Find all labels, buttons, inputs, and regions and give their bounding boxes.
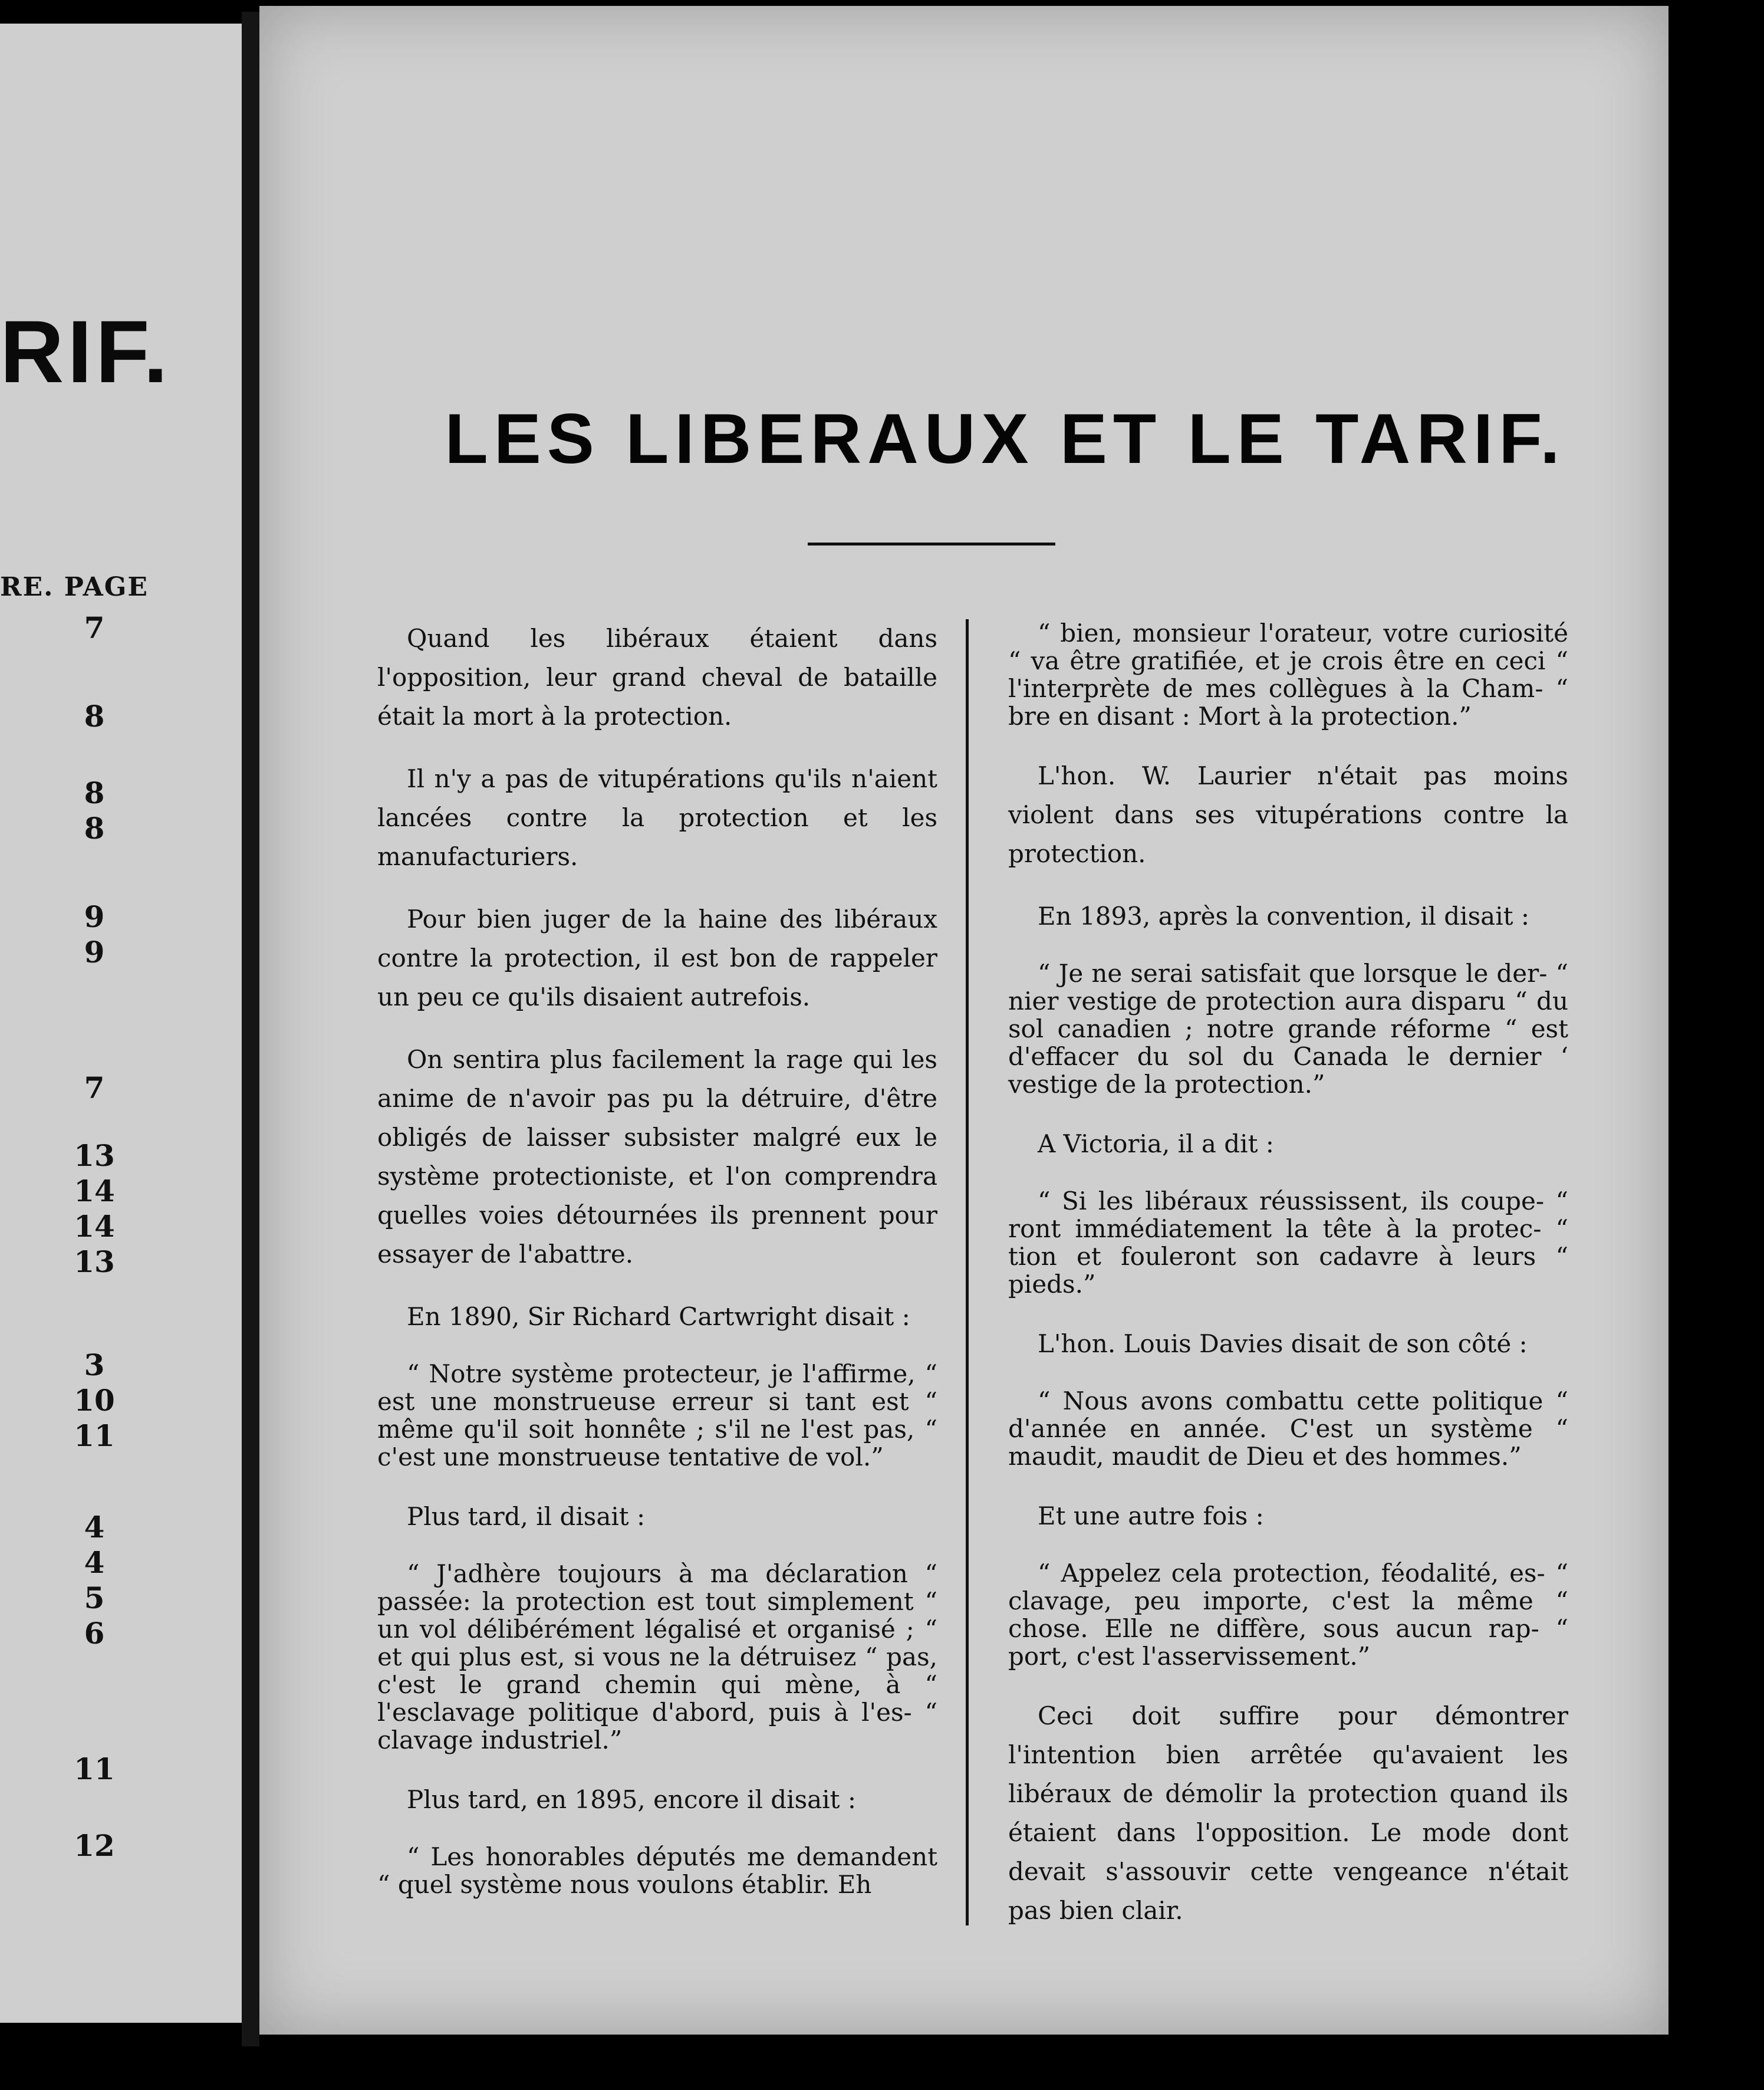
page-number: 3 xyxy=(84,1348,105,1382)
page-number: 8 xyxy=(84,811,105,846)
title-rule xyxy=(808,543,1055,545)
page-gutter xyxy=(242,12,259,2046)
page-title: LES LIBERAUX ET LE TARIF. xyxy=(445,399,1566,478)
page-number: 9 xyxy=(84,935,105,970)
page-number: 11 xyxy=(74,1418,115,1453)
column-divider xyxy=(966,619,969,1925)
left-page-page-header: RE. PAGE xyxy=(0,572,149,602)
page-number: 10 xyxy=(74,1383,115,1418)
quotation: “ Notre système protecteur, je l'affirme, “ est une monstrueuse erreur si tant est “ même qu'il soit honnête ; s'il ne l'est pas, “ c'est une monstrueuse tentative de vol.” xyxy=(377,1359,937,1471)
paragraph: Et une autre fois : xyxy=(1038,1501,1264,1530)
quotation: “ Les honorables députés me demandent “ quel système nous voulons établir. Eh xyxy=(377,1842,937,1899)
page-number: 4 xyxy=(84,1545,105,1580)
page-number: 5 xyxy=(84,1580,105,1615)
page-number: 13 xyxy=(74,1138,115,1173)
page-number: 9 xyxy=(84,899,105,934)
page-number: 7 xyxy=(84,610,105,645)
paragraph: Il n'y a pas de vitupérations qu'ils n'aient lancées contre la protection et les manufacturiers. xyxy=(377,764,937,871)
page-number: 4 xyxy=(84,1510,105,1545)
paragraph: L'hon. Louis Davies disait de son côté : xyxy=(1038,1329,1528,1358)
quotation: “ Appelez cela protection, féodalité, es- “ clavage, peu importe, c'est la même “ chose. Elle ne diffère, sous aucun rap- “ port, c'est l'asservissement.” xyxy=(1008,1559,1568,1671)
quotation: “ Si les libéraux réussissent, ils coupe- “ ront immédiatement la tête à la protec- “ tion et fouleront son cadavre à leurs “ pieds.” xyxy=(1008,1187,1568,1299)
page-number: 6 xyxy=(84,1616,105,1651)
left-page-fragment xyxy=(0,24,242,2023)
page-number: 14 xyxy=(74,1209,115,1244)
paragraph: On sentira plus facilement la rage qui les anime de n'avoir pas pu la détruire, d'être obligés de laisser subsister malgré eux le système protectioniste, et l'on comprendra quelles voies détournées ils prennent pour essayer de l'abattre. xyxy=(377,1045,937,1269)
quotation: “ Je ne serai satisfait que lorsque le der- “ nier vestige de protection aura disparu “ du sol canadien ; notre grande réforme “ est d'effacer du sol du Canada le dernier ‘ vestige de la protection.” xyxy=(1008,959,1568,1099)
main-page xyxy=(259,6,1668,2035)
quotation: “ bien, monsieur l'orateur, votre curiosité “ va être gratifiée, et je crois être en ceci “ l'interprète de mes collègues à la Cham- “ bre en disant : Mort à la protection.” xyxy=(1008,619,1568,731)
page-number: 12 xyxy=(74,1828,115,1863)
right-column xyxy=(1008,619,1568,1954)
paragraph: Pour bien juger de la haine des libéraux contre la protection, il est bon de rappeler un peu ce qu'ils disaient autrefois. xyxy=(377,905,937,1011)
page-number: 14 xyxy=(74,1174,115,1208)
paragraph: A Victoria, il a dit : xyxy=(1038,1129,1274,1158)
page-number: 8 xyxy=(84,699,105,734)
quotation: “ Nous avons combattu cette politique “ d'année en année. C'est un système “ maudit, maudit de Dieu et des hommes.” xyxy=(1008,1386,1568,1471)
paragraph: En 1890, Sir Richard Cartwright disait : xyxy=(407,1302,910,1331)
paragraph: Plus tard, en 1895, encore il disait : xyxy=(407,1785,857,1814)
page-number: 11 xyxy=(74,1751,115,1786)
page-number: 8 xyxy=(84,775,105,810)
left-page-title-fragment: RIF. xyxy=(0,302,172,401)
left-column xyxy=(377,619,937,1925)
paragraph: Ceci doit suffire pour démontrer l'intention bien arrêtée qu'avaient les libéraux de démolir la protection quand ils étaient dans l'opposition. Le mode dont devait s'assouvir cette vengeance n'était pas bien clair. xyxy=(1008,1701,1568,1925)
paragraph: En 1893, après la convention, il disait : xyxy=(1038,902,1530,931)
paragraph: Quand les libéraux étaient dans l'opposition, leur grand cheval de bataille était la mort à la protection. xyxy=(377,624,937,731)
paragraph: Plus tard, il disait : xyxy=(407,1502,646,1531)
quotation: “ J'adhère toujours à ma déclaration “ passée: la protection est tout simplement “ un vol délibérément légalisé et organisé ; “ et qui plus est, si vous ne la détruisez “ pas, c'est le grand chemin qui mène, à “ l'esclavage politique d'abord, puis à l'es- “ clavage industriel.” xyxy=(377,1559,937,1754)
paragraph: L'hon. W. Laurier n'était pas moins violent dans ses vitupérations contre la protection. xyxy=(1008,761,1568,868)
page-number: 7 xyxy=(84,1070,105,1105)
page-number: 13 xyxy=(74,1244,115,1279)
